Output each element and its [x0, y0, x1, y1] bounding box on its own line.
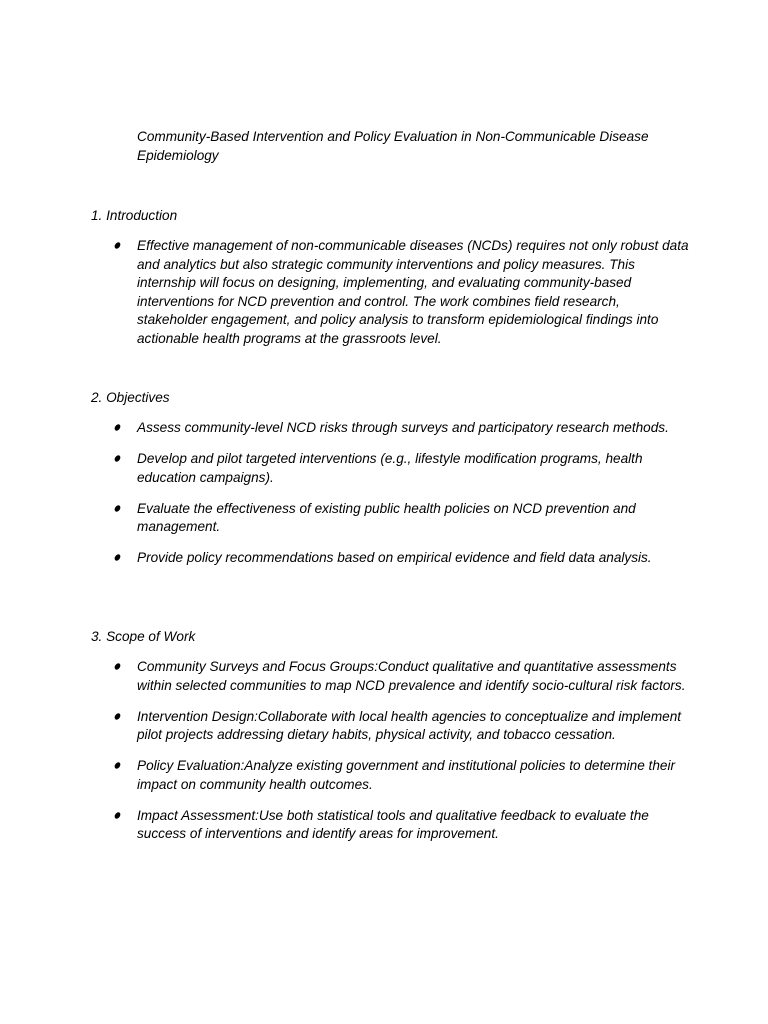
list-item-text: Impact Assessment:Use both statistical tools and qualitative feedback to evaluate the success of interventions and identify areas for improvement. — [137, 807, 649, 841]
bullet-icon — [113, 504, 121, 513]
list-item — [112, 807, 692, 844]
section-heading-introduction: 1. Introduction — [91, 208, 178, 223]
list-item — [112, 237, 692, 348]
list-item-text: Effective management of non-communicable diseases (NCDs) requires not only robust data and analytics but also strategic community interventions and policy measures. This internship will focus on designing, implementing, and evaluating community-based interventions for NCD prevention and control. The work combines field research, stakeholder engagement, and policy analysis to transform epidemiological findings into actionable health programs at the grassroots level. — [137, 238, 689, 346]
list-item-text: Provide policy recommendations based on empirical evidence and field data analysis. — [137, 550, 652, 565]
list-item — [112, 708, 692, 745]
bullet-icon — [113, 761, 121, 770]
list-item — [112, 757, 692, 794]
list-item-text: Intervention Design:Collaborate with local health agencies to conceptualize and implement pilot projects addressing dietary habits, physical activity, and tobacco cessation. — [137, 708, 682, 742]
section-heading-scope-of-work: 3. Scope of Work — [91, 629, 196, 644]
bullet-icon — [113, 811, 121, 820]
document-title: Community-Based Intervention and Policy Evaluation in Non-Communicable Disease Epidemiology — [137, 129, 649, 163]
section-heading-objectives: 2. Objectives — [91, 390, 170, 405]
bullet-icon — [113, 553, 121, 562]
list-item — [112, 500, 692, 537]
list-item — [112, 658, 692, 695]
list-item-text: Evaluate the effectiveness of existing public health policies on NCD prevention and management. — [137, 500, 636, 534]
list-item — [112, 549, 692, 568]
scope-list — [112, 658, 692, 856]
objectives-list — [112, 419, 692, 580]
list-item-text: Develop and pilot targeted interventions (e.g., lifestyle modification programs, health education campaigns). — [137, 451, 643, 485]
bullet-icon — [113, 423, 121, 432]
list-item-text: Policy Evaluation:Analyze existing government and institutional policies to determine their impact on community health outcomes. — [137, 758, 676, 792]
list-item — [112, 450, 692, 487]
introduction-list — [112, 237, 692, 361]
list-item — [112, 419, 692, 438]
bullet-icon — [113, 662, 121, 671]
bullet-icon — [113, 241, 121, 250]
list-item-text: Community Surveys and Focus Groups:Conduct qualitative and quantitative assessments within selected communities to map NCD prevalence and identify socio-cultural risk factors. — [137, 659, 686, 693]
list-item-text: Assess community-level NCD risks through surveys and participatory research methods. — [137, 420, 669, 435]
bullet-icon — [113, 712, 121, 721]
bullet-icon — [113, 454, 121, 463]
